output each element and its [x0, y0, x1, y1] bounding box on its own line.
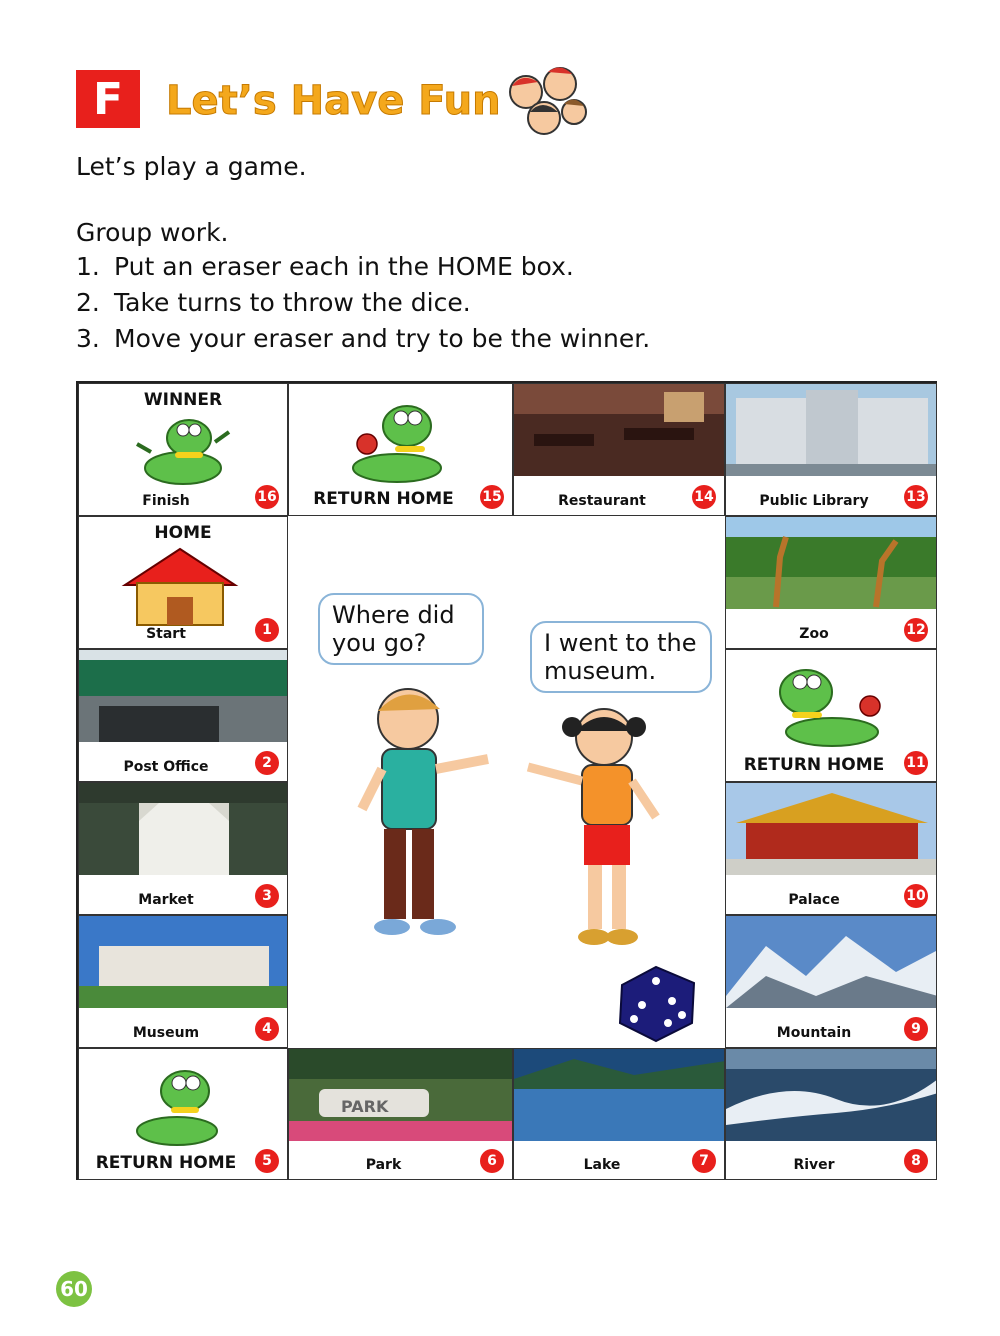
- cell-label: RETURN HOME: [313, 489, 454, 509]
- board-cell-5: [78, 1048, 288, 1180]
- cell-label: River: [793, 1157, 835, 1173]
- number-circle: 1: [255, 618, 279, 642]
- park-sign-text: PARK: [341, 1097, 389, 1116]
- zoo-photo: [726, 517, 937, 609]
- board-cell-12: [725, 516, 937, 649]
- dinosaur-scared-icon: [125, 1059, 235, 1149]
- park-photo: [289, 1049, 513, 1141]
- section-title: Let’s Have Fun: [166, 78, 501, 124]
- game-board: [76, 381, 937, 1180]
- cell-label: Lake: [583, 1157, 621, 1173]
- cell-label: Restaurant: [558, 493, 646, 509]
- girl-speech-bubble: I went to the museum.: [530, 621, 712, 693]
- board-cell-6: [288, 1048, 513, 1180]
- number-circle: 12: [904, 618, 928, 642]
- step-3: 3. Move your eraser and try to be the winner.: [76, 324, 651, 353]
- cell-label: Park: [365, 1157, 402, 1173]
- number-circle: 9: [904, 1017, 928, 1041]
- lake-photo: [514, 1049, 725, 1141]
- number-circle: 8: [904, 1149, 928, 1173]
- group-work-heading: Group work.: [76, 218, 229, 247]
- number-circle: 4: [255, 1017, 279, 1041]
- cell-label: Market: [138, 892, 194, 908]
- cell-label: RETURN HOME: [743, 755, 885, 775]
- restaurant-photo: [514, 384, 725, 476]
- number-circle: 13: [904, 485, 928, 509]
- number-circle: 14: [692, 485, 716, 509]
- number-circle: 16: [255, 485, 279, 509]
- section-badge: F: [76, 70, 140, 128]
- board-cell-3: [78, 782, 288, 915]
- cell-label: Zoo: [799, 626, 829, 642]
- board-cell-8: [725, 1048, 937, 1180]
- board-cell-4: [78, 915, 288, 1048]
- number-circle: 5: [255, 1149, 279, 1173]
- cell-label: Finish: [142, 493, 190, 509]
- river-photo: [726, 1049, 937, 1141]
- dice-icon: [612, 961, 702, 1045]
- cell-label: Start: [146, 626, 186, 642]
- cell-label: Public Library: [759, 493, 869, 509]
- public-library-photo: [726, 384, 937, 476]
- number-circle: 10: [904, 884, 928, 908]
- board-cell-7: [513, 1048, 725, 1180]
- page-number: 60: [56, 1271, 92, 1307]
- step-1: 1. Put an eraser each in the HOME box.: [76, 252, 574, 281]
- board-cell-11: [725, 649, 937, 782]
- step-2: 2. Take turns to throw the dice.: [76, 288, 471, 317]
- cell-label: Museum: [132, 1025, 200, 1041]
- board-cell-9: [725, 915, 937, 1048]
- market-photo: [79, 783, 288, 875]
- winner-label: WINNER: [143, 390, 223, 410]
- palace-photo: [726, 783, 937, 875]
- board-cell-10: [725, 782, 937, 915]
- cell-label: RETURN HOME: [95, 1153, 237, 1173]
- intro-text: Let’s play a game.: [76, 152, 307, 181]
- boy-speech-bubble: Where did you go?: [318, 593, 484, 665]
- board-cell-16: [78, 383, 288, 516]
- number-circle: 2: [255, 751, 279, 775]
- number-circle: 3: [255, 884, 279, 908]
- girl-illustration: [518, 697, 678, 953]
- board-cell-14: [513, 383, 725, 516]
- number-circle: 6: [480, 1149, 504, 1173]
- post-office-photo: [79, 650, 288, 742]
- mountain-photo: [726, 916, 937, 1008]
- dinosaur-winner-icon: [131, 412, 235, 492]
- board-cell-1: [78, 516, 288, 649]
- dinosaur-return-icon: [762, 656, 892, 752]
- board-cell-2: [78, 649, 288, 782]
- museum-photo: [79, 916, 288, 1008]
- home-label: HOME: [154, 523, 212, 543]
- boy-illustration: [348, 679, 498, 943]
- cell-label: Post Office: [123, 759, 209, 775]
- number-circle: 7: [692, 1149, 716, 1173]
- board-cell-15: [288, 383, 513, 516]
- number-circle: 15: [480, 485, 504, 509]
- home-house-icon: [117, 545, 243, 629]
- kids-group-icon: [504, 62, 588, 140]
- cell-label: Mountain: [776, 1025, 852, 1041]
- cell-label: Palace: [788, 892, 840, 908]
- number-circle: 11: [904, 751, 928, 775]
- dinosaur-with-bag-icon: [337, 392, 457, 488]
- board-cell-13: [725, 383, 937, 516]
